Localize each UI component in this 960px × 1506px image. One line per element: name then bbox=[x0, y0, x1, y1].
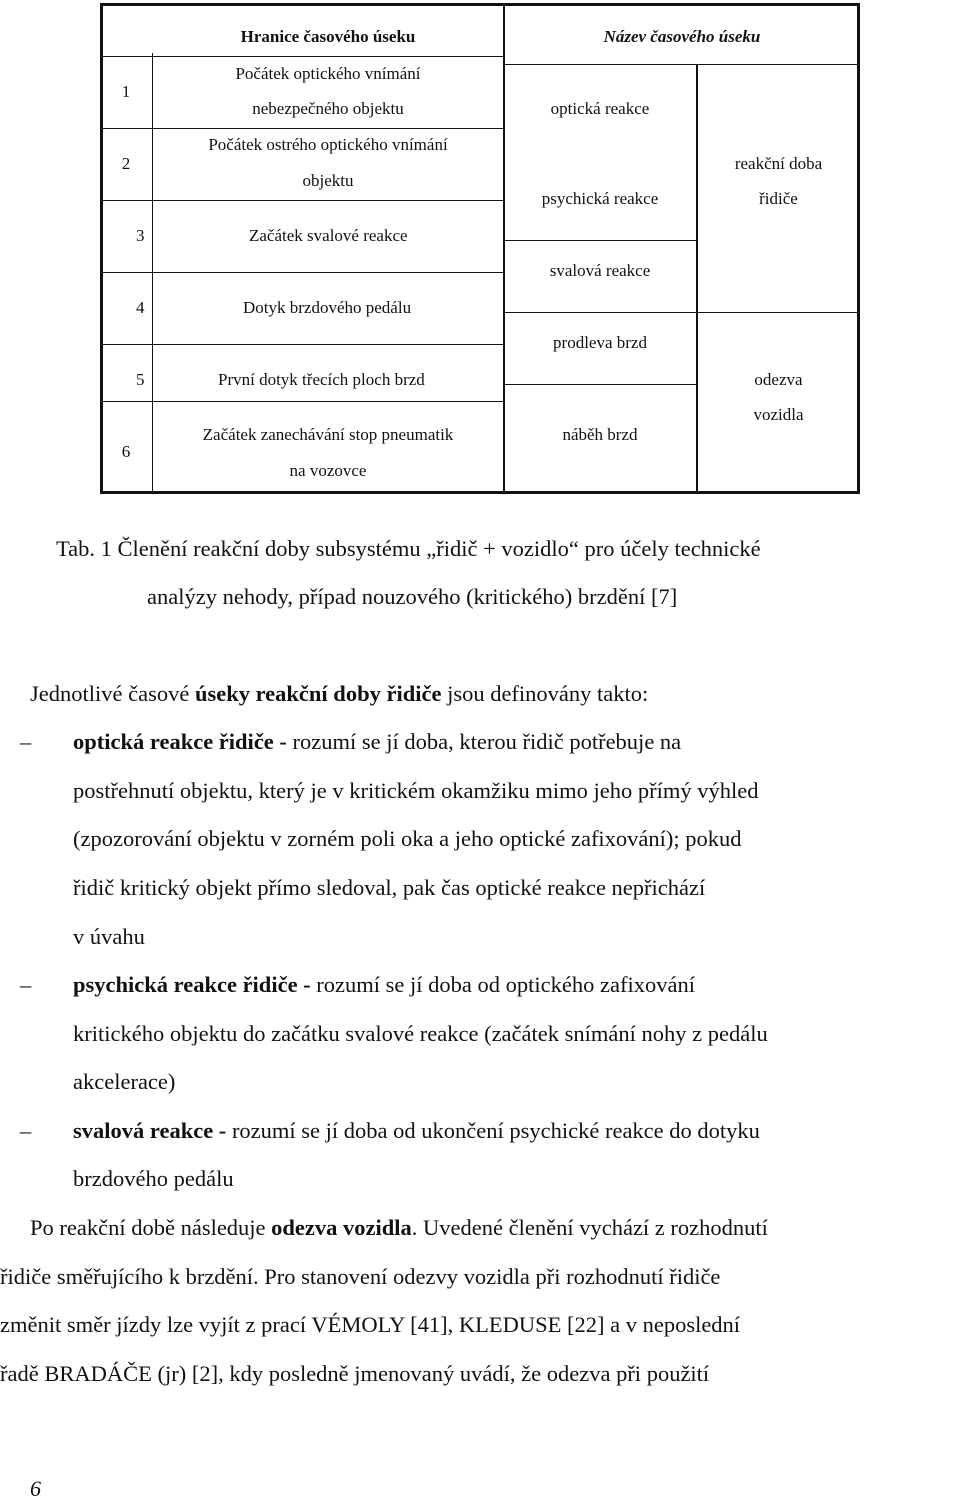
list-item-line: brzdového pedálu bbox=[73, 1166, 234, 1191]
table-caption: analýzy nehody, případ nouzového (kritického) brzdění [7] bbox=[147, 584, 678, 609]
row-line bbox=[100, 401, 504, 402]
row-line bbox=[100, 128, 504, 129]
list-item-line: řidič kritický objekt přímo sledoval, pak čas optické reakce nepřichází bbox=[73, 875, 706, 900]
list-dash: – bbox=[20, 972, 32, 997]
header-time-boundary: Hranice časového úseku bbox=[240, 27, 416, 46]
boundary-label: Počátek optického vnímání bbox=[235, 64, 421, 83]
group-vehicle-response: odezva bbox=[754, 370, 803, 389]
group-vehicle-response: vozidla bbox=[753, 405, 804, 424]
list-dash: – bbox=[20, 1118, 32, 1143]
boundary-label: První dotyk třecích ploch brzd bbox=[218, 370, 425, 389]
group-driver-reaction-time: reakční doba bbox=[734, 154, 823, 173]
boundary-label: Počátek ostrého optického vnímání bbox=[208, 135, 448, 154]
group-driver-reaction-time: řidiče bbox=[759, 189, 798, 208]
row-number: 6 bbox=[121, 442, 131, 461]
boundary-label: Dotyk brzdového pedálu bbox=[243, 298, 412, 317]
boundary-label: objektu bbox=[302, 171, 354, 190]
boundary-label: na vozovce bbox=[289, 461, 367, 480]
list-dash: – bbox=[20, 729, 32, 754]
phase-brake-buildup: náběh brzd bbox=[562, 425, 638, 444]
row-number: 2 bbox=[121, 154, 131, 173]
list-item-line: kritického objektu do začátku svalové reakce (začátek snímání nohy z pedálu bbox=[73, 1021, 768, 1046]
row-number: 1 bbox=[121, 82, 131, 101]
list-item-line: akcelerace) bbox=[73, 1069, 176, 1094]
row-number: 5 bbox=[136, 370, 145, 389]
closing-paragraph-line: řadě BRADÁČE (jr) [2], kdy posledně jmenovaný uvádí, že odezva při použití bbox=[0, 1361, 710, 1386]
row-line bbox=[504, 384, 697, 385]
row-line bbox=[504, 240, 697, 241]
list-item-line: (zpozorování objektu v zorném poli oka a jeho optické zafixování); pokud bbox=[73, 826, 742, 851]
row-line bbox=[100, 344, 504, 345]
row-line bbox=[100, 56, 504, 57]
boundary-label: nebezpečného objektu bbox=[252, 99, 404, 118]
phase-muscle-reaction: svalová reakce bbox=[549, 261, 651, 280]
list-item-line: v úvahu bbox=[73, 924, 145, 949]
row-line bbox=[504, 312, 860, 313]
list-item-line: postřehnutí objektu, který je v kritickém okamžiku mimo jeho přímý výhled bbox=[73, 778, 759, 803]
col-divider-main bbox=[503, 3, 505, 494]
header-time-segment: Název časového úseku bbox=[603, 27, 761, 46]
row-line bbox=[100, 200, 504, 201]
boundary-label: Začátek svalové reakce bbox=[249, 226, 408, 245]
boundary-label: Začátek zanechávání stop pneumatik bbox=[202, 425, 454, 444]
list-item: svalová reakce - rozumí se jí doba od ukončení psychické reakce do dotyku bbox=[73, 1118, 760, 1143]
list-item: optická reakce řidiče - rozumí se jí doba, kterou řidič potřebuje na bbox=[73, 729, 682, 754]
phase-optical-reaction: optická reakce bbox=[550, 99, 650, 118]
row-line bbox=[100, 272, 504, 273]
reaction-time-table bbox=[100, 3, 860, 494]
list-item: psychická reakce řidiče - rozumí se jí doba od optického zafixování bbox=[73, 972, 695, 997]
row-number: 4 bbox=[136, 298, 145, 317]
col-divider-group bbox=[696, 65, 698, 494]
page-number: 6 bbox=[30, 1476, 41, 1501]
closing-paragraph: Po reakční době následuje odezva vozidla. Uvedené členění vychází z rozhodnutí bbox=[30, 1215, 768, 1240]
row-line bbox=[504, 64, 860, 65]
closing-paragraph-line: řidiče směřujícího k brzdění. Pro stanovení odezvy vozidla při rozhodnutí řidiče bbox=[0, 1264, 721, 1289]
row-number: 3 bbox=[136, 226, 145, 245]
phase-psychic-reaction: psychická reakce bbox=[541, 189, 659, 208]
table-caption: Tab. 1 Členění reakční doby subsystému „řidič + vozidlo“ pro účely technické bbox=[56, 536, 761, 561]
closing-paragraph-line: změnit směr jízdy lze vyjít z prací VÉMOLY [41], KLEDUSE [22] a v neposlední bbox=[0, 1312, 741, 1337]
phase-brake-delay: prodleva brzd bbox=[553, 333, 647, 352]
intro-paragraph: Jednotlivé časové úseky reakční doby řidiče jsou definovány takto: bbox=[30, 681, 649, 706]
